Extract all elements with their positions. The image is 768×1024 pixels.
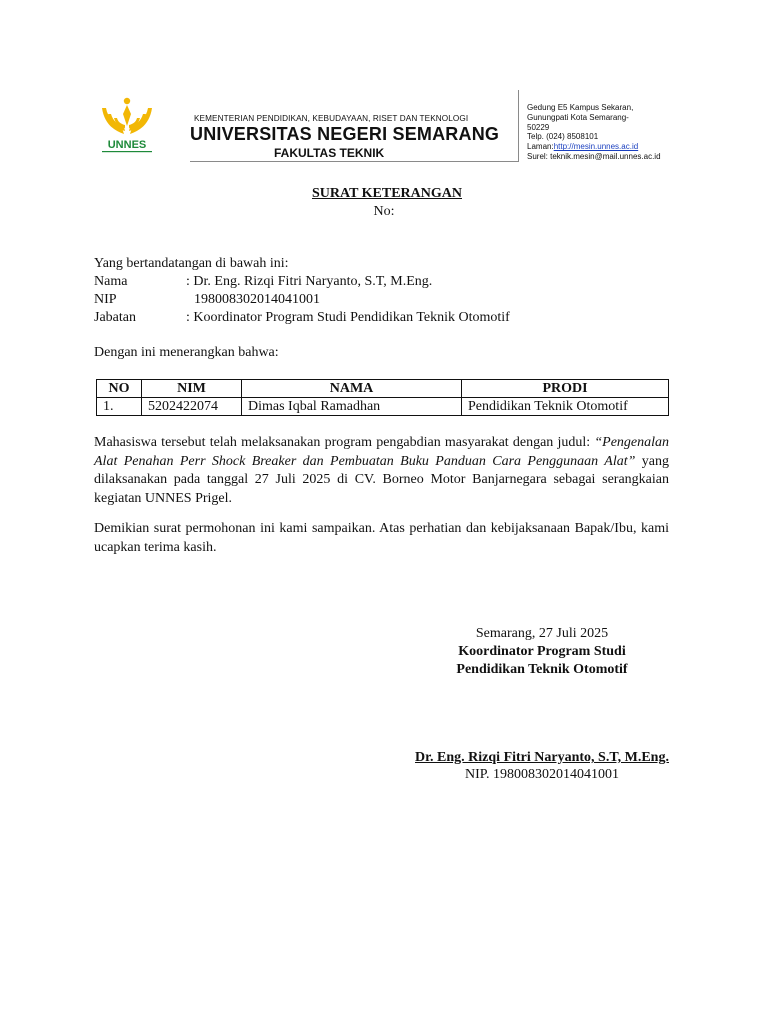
activity-title: “Pengenalan Alat Penahan Perr Shock Breaker dan Pembuatan Buku Panduan Cara Penggunaan Alat” <box>94 435 670 469</box>
unnes-logo <box>98 96 156 154</box>
website-label: Laman: <box>527 142 554 152</box>
header-divider <box>190 161 518 162</box>
address-line: Telp. (024) 8508101 <box>527 132 599 142</box>
field-value-name: : Dr. Eng. Rizqi Fitri Naryanto, S.T, M.Eng. <box>186 274 433 289</box>
signer-role-line-1: Koordinator Program Studi <box>458 644 626 659</box>
field-value-nip: 198008302014041001 <box>194 292 320 307</box>
field-label-nip: NIP <box>94 292 117 307</box>
col-header-no: NO <box>97 380 142 398</box>
body-paragraph-2: Demikian surat permohonan ini kami sampaikan. Atas perhatian dan kebijaksanaan Bapak/Ibu, kami ucapkan terima kasih. <box>94 521 669 555</box>
place-date: Semarang, 27 Juli 2025 <box>475 626 609 641</box>
paragraph-details: yang dilaksanakan pada tanggal 27 Juli 2025 di CV. Borneo Motor Banjarnegara sebagai serangkaian kegiatan UNNES Prigel. <box>94 453 670 506</box>
university-name: UNIVERSITAS NEGERI SEMARANG <box>190 124 500 144</box>
signer-name: Dr. Eng. Rizqi Fitri Naryanto, S.T, M.Eng. <box>415 750 669 765</box>
table-header-row <box>97 380 669 398</box>
cell-name: Dimas Iqbal Ramadhan <box>242 398 462 416</box>
letter-title: SURAT KETERANGAN <box>311 186 462 201</box>
field-value-position: : Koordinator Program Studi Pendidikan Teknik Otomotif <box>186 310 510 325</box>
faculty-name: FAKULTAS TEKNIK <box>274 146 385 160</box>
svg-text:UNNES: UNNES <box>107 139 147 151</box>
letter-number: No: <box>373 204 395 219</box>
col-header-prodi: PRODI <box>462 380 669 398</box>
intro-text: Yang bertandatangan di bawah ini: <box>94 256 289 271</box>
address-line: Gunungpati Kota Semarang- <box>527 112 629 122</box>
cell-nim: 5202422074 <box>142 398 242 416</box>
statement-text: Dengan ini menerangkan bahwa: <box>94 345 279 360</box>
email-line: Surel: teknik.mesin@mail.unnes.ac.id <box>527 151 661 161</box>
field-label-position: Jabatan <box>94 310 136 325</box>
website-line <box>527 142 661 152</box>
table-row <box>97 398 669 416</box>
address-line: 50229 <box>527 122 550 132</box>
student-table <box>96 379 669 416</box>
cell-no: 1. <box>97 398 142 416</box>
ministry-name: KEMENTERIAN PENDIDIKAN, KEBUDAYAAN, RISET DAN TEKNOLOGI <box>194 114 469 123</box>
cell-prodi: Pendidikan Teknik Otomotif <box>462 398 669 416</box>
col-header-name: NAMA <box>242 380 462 398</box>
col-header-nim: NIM <box>142 380 242 398</box>
address-line: Gedung E5 Kampus Sekaran, <box>527 103 634 112</box>
body-paragraph-1 <box>94 434 669 508</box>
unnes-emblem-icon <box>98 96 156 154</box>
website-link[interactable]: http://mesin.unnes.ac.id <box>553 142 639 152</box>
signer-nip: NIP. 198008302014041001 <box>464 767 619 782</box>
header-vertical-divider <box>518 90 519 162</box>
paragraph-intro: Mahasiswa tersebut telah melaksanakan program pengabdian masyarakat dengan judul: <box>94 435 591 450</box>
field-label-name: Nama <box>94 274 128 289</box>
signer-role-line-2: Pendidikan Teknik Otomotif <box>456 662 628 677</box>
address-block <box>527 103 661 162</box>
